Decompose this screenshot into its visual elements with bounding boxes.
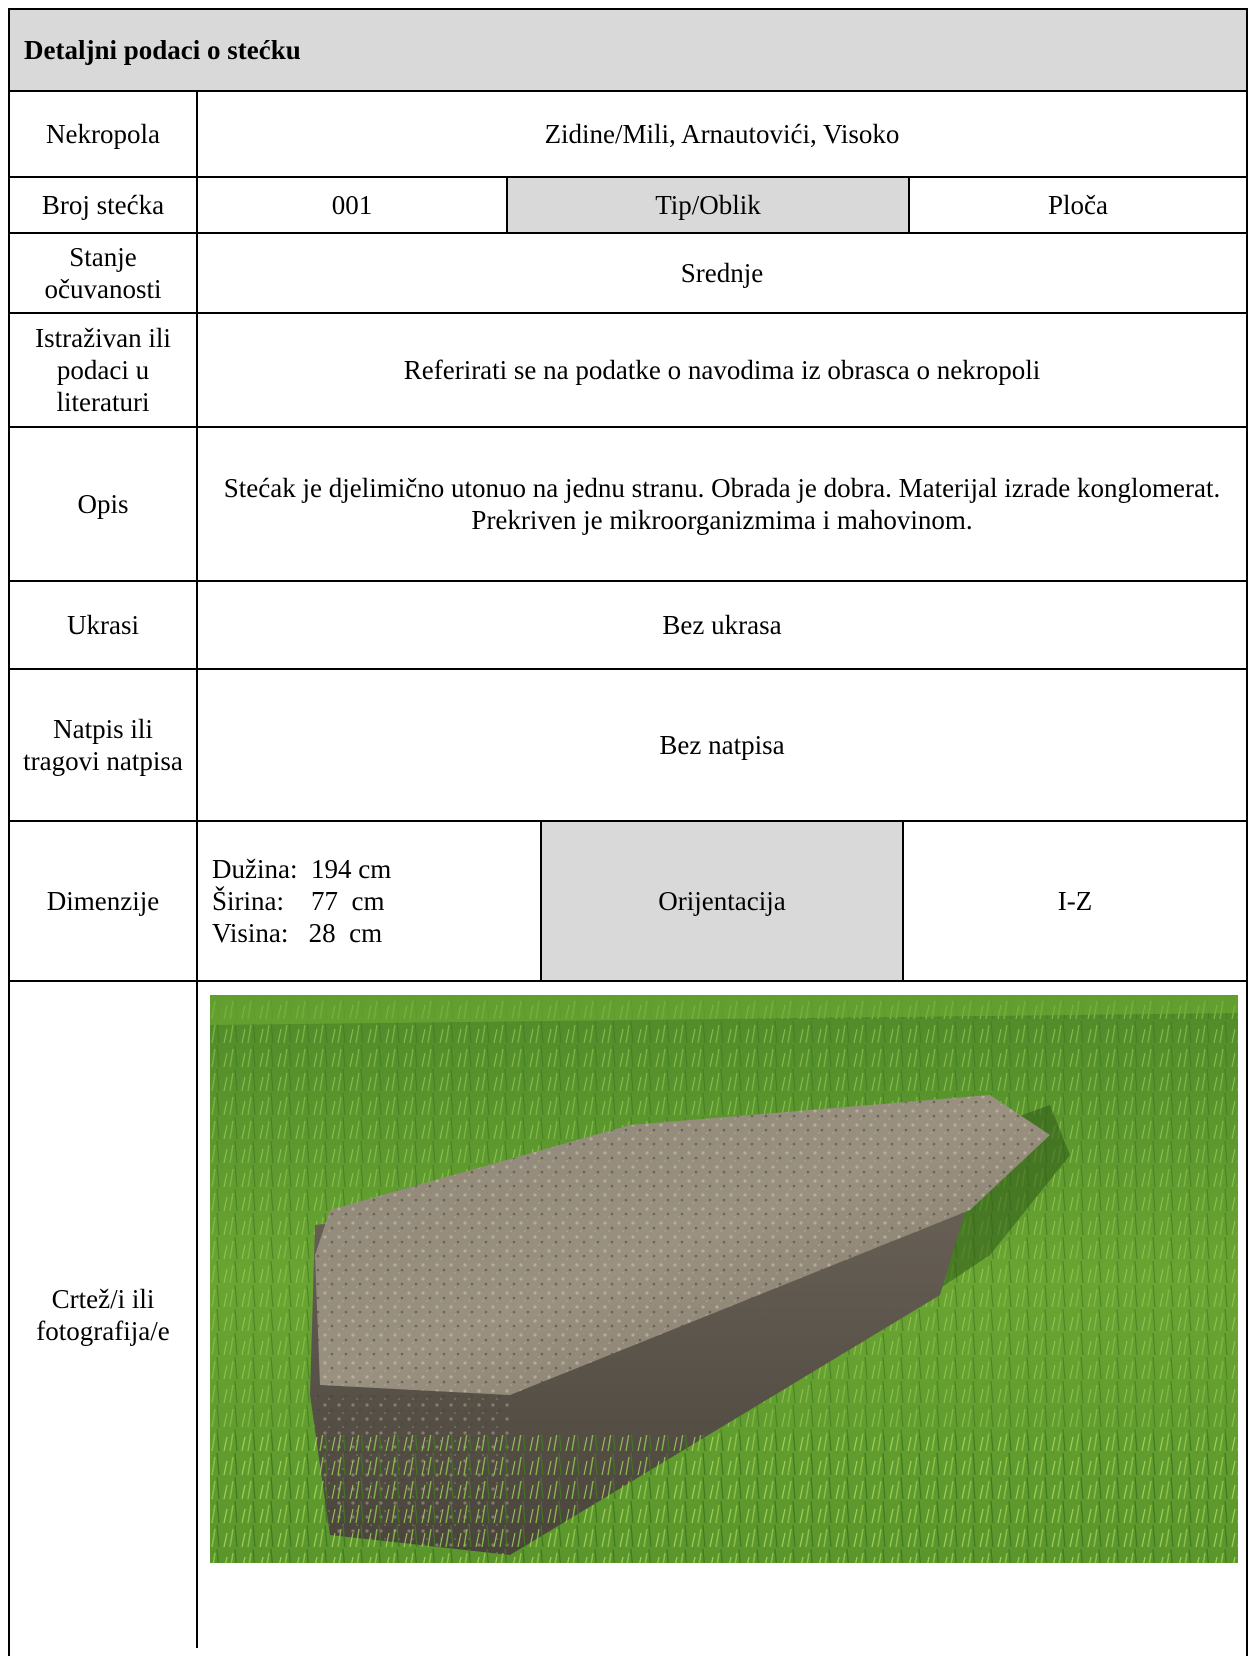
label-stanje-ocuvanosti: Stanje očuvanosti — [44, 242, 162, 304]
rule-broj-split-1 — [506, 178, 508, 232]
dimensions-list — [198, 822, 540, 980]
dimension-duzina: Dužina: 194 cm — [212, 854, 392, 884]
rule-dim-split-2 — [902, 822, 904, 980]
rule-broj-split-2 — [908, 178, 910, 232]
label-broj-stecka: Broj stećka — [41, 190, 165, 220]
dimension-sirina: Širina: 77 cm — [212, 886, 385, 916]
label-natpis: Natpis ili tragovi natpisa — [23, 714, 183, 776]
label-tip-oblik: Tip/Oblik — [508, 178, 908, 232]
stecak-photo — [210, 995, 1238, 1563]
value-stanje-ocuvanosti: Srednje — [680, 258, 764, 288]
value-ukrasi: Bez ukrasa — [662, 610, 782, 640]
value-nekropola: Zidine/Mili, Arnautovići, Visoko — [544, 119, 900, 149]
value-natpis: Bez natpisa — [659, 730, 785, 760]
dimension-visina: Visina: 28 cm — [212, 918, 383, 948]
label-orijentacija: Orijentacija — [542, 822, 902, 980]
label-crtez-fotografija: Crtež/i ili fotografija/e — [36, 1284, 170, 1346]
label-nekropola: Nekropola — [46, 119, 160, 149]
table-title: Detaljni podaci o stećku — [10, 10, 1246, 90]
rule-label-column — [196, 92, 198, 1648]
label-istrazivan: Istraživan ili podaci u literaturi — [35, 323, 171, 417]
rule-dim-split-1 — [540, 822, 542, 980]
label-ukrasi: Ukrasi — [67, 610, 139, 640]
value-opis: Stećak je djelimično utonuo na jednu stranu. Obrada je dobra. Materijal izrade konglomerat. Prekriven je mikroorganizmima i mahovinom. — [223, 473, 1221, 535]
value-orijentacija: I-Z — [1057, 886, 1093, 916]
label-opis: Opis — [77, 489, 129, 519]
value-tip-oblik: Ploča — [1048, 190, 1108, 220]
label-dimenzije: Dimenzije — [46, 886, 160, 916]
value-istrazivan: Referirati se na podatke o navodima iz obrasca o nekropoli — [403, 355, 1041, 385]
value-broj-stecka: 001 — [331, 190, 373, 220]
